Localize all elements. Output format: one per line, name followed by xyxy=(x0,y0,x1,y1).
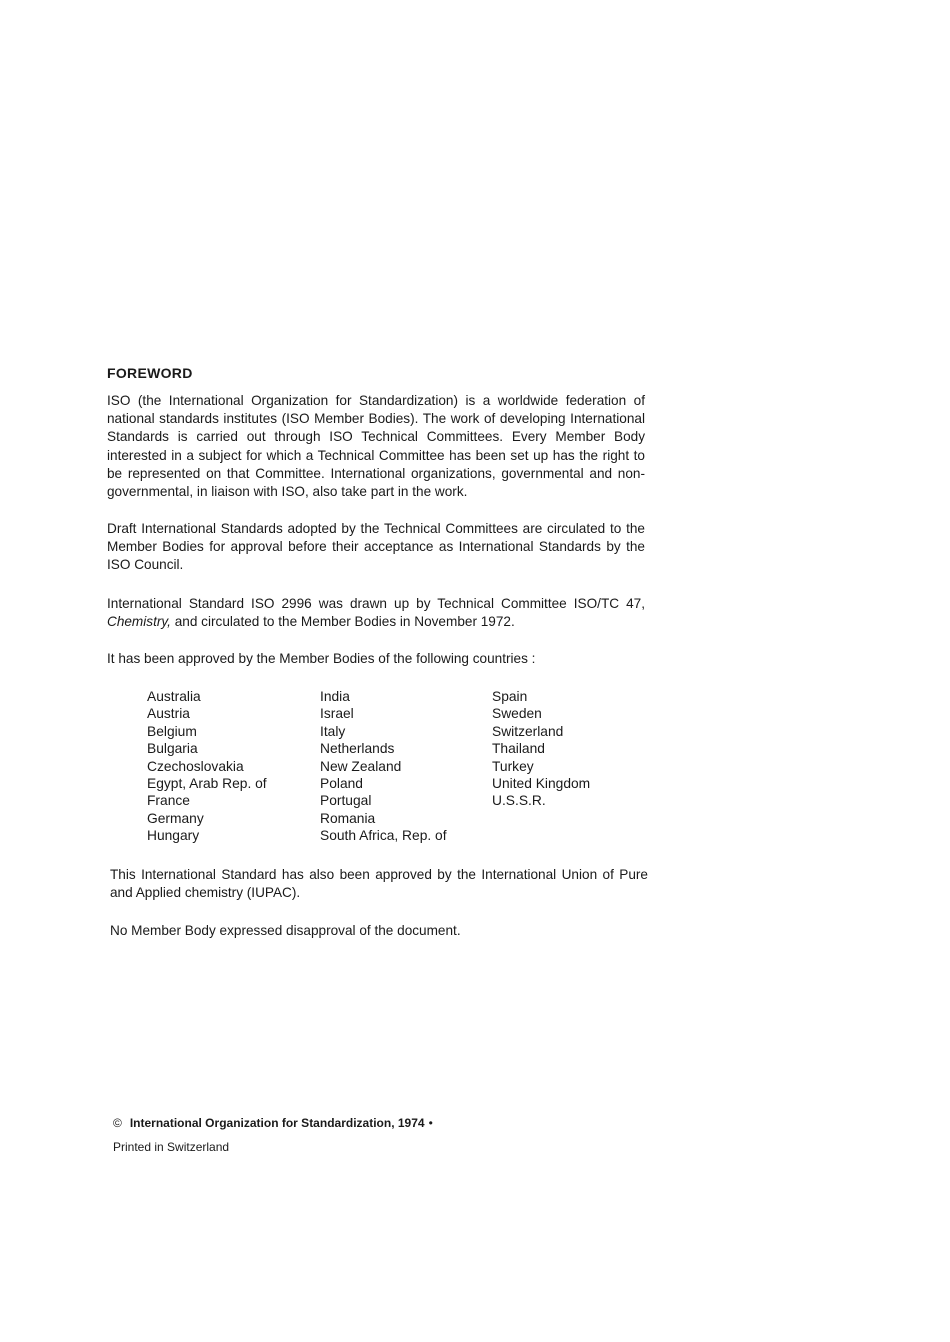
copyright-line xyxy=(113,1116,433,1130)
foreword-heading: FOREWORD xyxy=(107,365,193,381)
country-item: Spain xyxy=(492,689,528,704)
copyright-text: International Organization for Standardization, 1974 xyxy=(129,1116,425,1130)
country-item: Poland xyxy=(320,776,363,792)
country-item: Thailand xyxy=(492,741,545,757)
country-item: Belgium xyxy=(147,723,197,739)
committee-name-italic: Chemistry, xyxy=(107,614,171,630)
paragraph-iupac-approval: This International Standard has also been approved by the International Union of Pure and Applied chemistry (IUPAC). xyxy=(110,867,648,901)
country-item: Sweden xyxy=(492,706,542,722)
paragraph-iso-description: ISO (the International Organization for Standardization) is a worldwide federation of national standards institutes (ISO Member Bodies). The work of developing International Standards is carried out through ISO Technical Committees. Every Member Body interested in a subject for which a Technical Committee has been set up has the right to be represented on that Committee. International organizations, governmental and non-governmental, in liaison with ISO, also take part in the work. xyxy=(107,393,645,500)
country-item: Germany xyxy=(147,810,204,826)
country-item: Turkey xyxy=(492,758,534,774)
country-item: Switzerland xyxy=(492,723,564,739)
country-item: United Kingdom xyxy=(492,776,591,792)
country-column-1 xyxy=(147,688,267,845)
country-item: Australia xyxy=(147,689,201,704)
copyright-symbol: © xyxy=(113,1116,122,1130)
country-item: Italy xyxy=(320,723,346,739)
country-item: New Zealand xyxy=(320,758,402,774)
paragraph-iso-2996-text-end: and circulated to the Member Bodies in November 1972. xyxy=(170,614,515,630)
country-item: India xyxy=(320,689,350,704)
country-item: Netherlands xyxy=(320,741,395,757)
paragraph-no-disapproval: No Member Body expressed disapproval of the document. xyxy=(110,923,461,938)
bullet-icon: • xyxy=(428,1116,433,1130)
paragraph-iso-2996-text-start: International Standard ISO 2996 was drawn up by Technical Committee ISO/TC 47, xyxy=(107,596,645,611)
country-item: Czechoslovakia xyxy=(147,758,244,774)
country-item: Egypt, Arab Rep. of xyxy=(147,776,267,792)
paragraph-draft-standards: Draft International Standards adopted by the Technical Committees are circulated to the Member Bodies for approval before their acceptance as International Standards by the ISO Council. xyxy=(107,521,645,573)
country-column-3 xyxy=(492,688,590,810)
country-item: France xyxy=(147,793,190,809)
country-item: Israel xyxy=(320,706,354,722)
country-item: Bulgaria xyxy=(147,741,198,757)
country-item: Hungary xyxy=(147,828,200,844)
paragraph-iso-2996 xyxy=(107,595,645,631)
country-column-2 xyxy=(320,688,447,845)
paragraph-approval-intro: It has been approved by the Member Bodies of the following countries : xyxy=(107,651,536,666)
country-item: U.S.S.R. xyxy=(492,793,546,809)
country-item: Austria xyxy=(147,706,190,722)
country-item: Portugal xyxy=(320,793,372,809)
country-item: Romania xyxy=(320,810,376,826)
country-item: South Africa, Rep. of xyxy=(320,828,447,844)
printed-in-line: Printed in Switzerland xyxy=(113,1140,230,1154)
